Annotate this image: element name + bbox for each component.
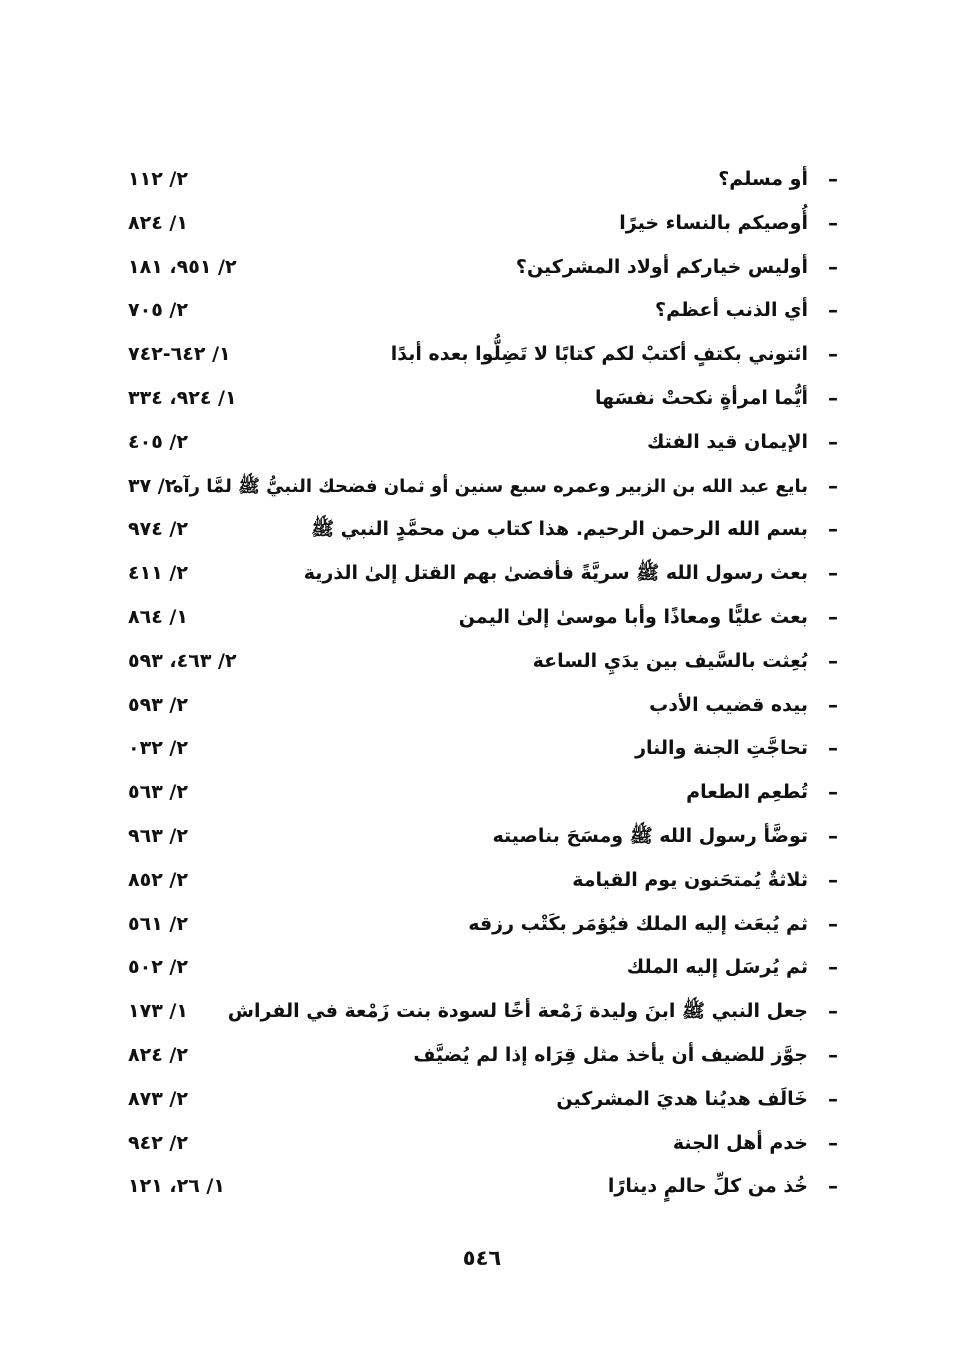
entry-reference: ١/ ٤٦٨ — [128, 605, 188, 628]
entry-dash: – — [828, 999, 838, 1024]
entry-reference: ٢/ ٣٩٥ — [128, 693, 188, 716]
entry-text: بايع عبد الله بن الزبير وعمره سبع سنين أو ثمان فضحك النبيُّ ﷺ لمَّا رآه — [172, 475, 808, 497]
entry-text: بسم الله الرحمن الرحيم. هذا كتاب من محمَّدٍ النبي ﷺ — [311, 518, 808, 541]
entry-dash: – — [828, 1042, 838, 1067]
entry-dash: – — [828, 911, 838, 936]
index-entry — [128, 465, 838, 509]
entry-text: جوَّز للضيف أن يأخذ مثل قِرَاه إذا لم يُضيَّف — [413, 1043, 808, 1066]
entry-dash: – — [828, 385, 838, 410]
entry-reference: ٢/ ٣٦٩ — [128, 824, 188, 847]
entry-reference: ٢/ ٢٤٩ — [128, 1131, 188, 1154]
index-entry — [128, 903, 838, 947]
entry-text: بعث رسول الله ﷺ سريَّةً فأفضىٰ بهم القتل إلىٰ الذرية — [303, 562, 808, 585]
index-entry — [128, 377, 838, 421]
entry-text: ثم يُرسَل إليه الملك — [626, 956, 808, 979]
entry-reference: ١/ ٣٧١ — [128, 1000, 188, 1023]
index-entry — [128, 552, 838, 596]
index-entry — [128, 421, 838, 465]
entry-reference: ٢/ ٣٦٤، ٣٩٥ — [128, 649, 237, 672]
entry-text: بعث عليًّا ومعاذًا وأبا موسىٰ إلىٰ اليمن — [458, 605, 808, 628]
entry-text: الإيمان قيد الفتك — [646, 430, 808, 453]
entry-reference: ٢/ ٤٢٨ — [128, 1043, 188, 1066]
index-entry — [128, 640, 838, 684]
entry-dash: – — [828, 955, 838, 980]
index-entry — [128, 771, 838, 815]
hadith-index-list — [128, 158, 838, 1209]
entry-dash: – — [828, 867, 838, 892]
entry-dash: – — [828, 167, 838, 191]
index-entry — [128, 946, 838, 990]
entry-dash: – — [828, 823, 838, 848]
index-entry — [128, 1078, 838, 1122]
entry-text: بُعِثت بالسَّيف بين يدَيِ الساعة — [532, 649, 808, 672]
entry-reference: ٢/ ٤٧٩ — [128, 518, 188, 541]
entry-dash: – — [828, 1174, 838, 1199]
page-number: ٥٤٦ — [462, 1246, 502, 1270]
entry-text: خُذ من كلِّ حالمٍ دينارًا — [607, 1175, 808, 1198]
entry-reference: ٢/ ٧٣ — [128, 474, 177, 497]
entry-dash: – — [828, 692, 838, 717]
entry-text: ثم يُبعَث إليه الملك فيُؤمَر بكَتْب رزقه — [468, 912, 808, 935]
entry-reference: ٢/ ٢٣٠ — [128, 737, 188, 760]
index-entry — [128, 684, 838, 728]
entry-dash: – — [828, 342, 838, 367]
entry-dash: – — [828, 736, 838, 761]
entry-reference: ٢/ ٥٠٤ — [128, 430, 188, 453]
entry-reference: ٢/ ١٥٩، ١٨١ — [128, 255, 237, 278]
index-entry — [128, 990, 838, 1034]
index-entry — [128, 859, 838, 903]
entry-dash: – — [828, 604, 838, 629]
entry-reference: ١/ ٤٢٩، ٤٣٣ — [128, 386, 237, 409]
index-entry — [128, 815, 838, 859]
entry-reference: ٢/ ٢٥٨ — [128, 868, 188, 891]
entry-dash: – — [828, 780, 838, 805]
entry-text: أي الذنب أعظم؟ — [655, 299, 808, 322]
entry-dash: – — [828, 561, 838, 586]
entry-dash: – — [828, 429, 838, 454]
entry-reference: ٢/ ٥٠٧ — [128, 299, 188, 322]
entry-text: جعل النبي ﷺ ابنَ وليدة زَمْعة أخًا لسودة بنت زَمْعة في الفراش — [227, 1000, 808, 1023]
entry-dash: – — [828, 517, 838, 542]
index-entry — [128, 727, 838, 771]
entry-text: بيده قضيب الأدب — [649, 693, 808, 716]
entry-reference: ٢/ ٣٧٨ — [128, 1087, 188, 1110]
entry-reference: ٢/ ٢٠٥ — [128, 956, 188, 979]
index-entry — [128, 1034, 838, 1078]
entry-dash: – — [828, 648, 838, 673]
entry-text: توضَّأ رسول الله ﷺ ومسَحَ بناصيته — [492, 824, 808, 847]
index-entry — [128, 508, 838, 552]
index-entry — [128, 596, 838, 640]
index-entry — [128, 333, 838, 377]
entry-reference: ٢/ ٣٦٥ — [128, 781, 188, 804]
entry-text: خدم أهل الجنة — [672, 1131, 808, 1154]
entry-text: خَالَف هديُنا هديَ المشركين — [556, 1087, 808, 1110]
entry-dash: – — [828, 1086, 838, 1111]
entry-reference: ١/ ٢٤٦-٢٤٧ — [128, 343, 231, 366]
entry-reference: ٢/ ٢١١ — [128, 168, 188, 190]
entry-text: أيُّما امرأةٍ نكحتْ نفسَها — [595, 386, 808, 409]
entry-dash: – — [828, 210, 838, 235]
entry-text: أوليس خياركم أولاد المشركين؟ — [515, 255, 808, 278]
entry-reference: ١/ ٤٢٨ — [128, 211, 188, 234]
entry-dash: – — [828, 254, 838, 279]
entry-text: ائتوني بكتفٍ أكتبْ لكم كتابًا لا تَضِلُّوا بعده أبدًا — [390, 343, 808, 366]
index-entry — [128, 246, 838, 290]
index-entry — [128, 1165, 838, 1209]
entry-reference: ٢/ ١٦٥ — [128, 912, 188, 935]
entry-text: أُوصيكم بالنساء خيرًا — [619, 211, 808, 234]
entry-reference: ١/ ٦٢، ١٢١ — [128, 1175, 225, 1198]
index-entry — [128, 158, 838, 202]
entry-dash: – — [828, 1130, 838, 1155]
index-entry — [128, 1122, 838, 1166]
entry-text: ثلاثةٌ يُمتحَنون يوم القيامة — [572, 868, 808, 891]
entry-reference: ٢/ ١١٤ — [128, 562, 188, 585]
index-entry — [128, 289, 838, 333]
entry-text: أو مسلم؟ — [718, 168, 808, 190]
index-entry — [128, 202, 838, 246]
entry-dash: – — [828, 473, 838, 498]
entry-text: تُطعِم الطعام — [686, 781, 808, 804]
entry-text: تحاجَّتِ الجنة والنار — [635, 737, 808, 760]
entry-dash: – — [828, 298, 838, 323]
